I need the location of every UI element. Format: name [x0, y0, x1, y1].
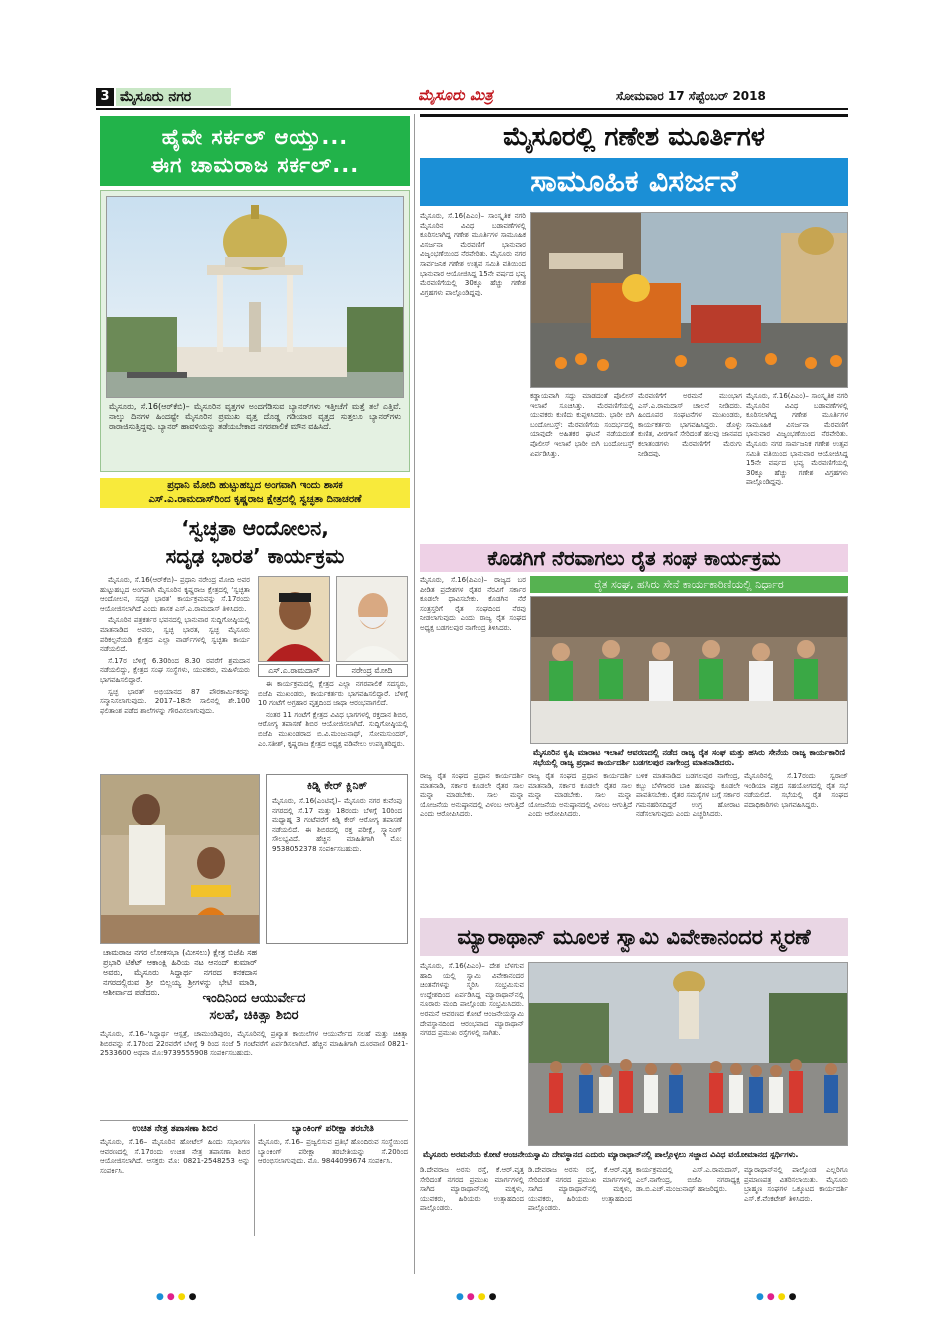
story2-headline-line1: ‘ಸ್ವಚ್ಛತಾ ಆಂದೋಲನ,	[181, 516, 329, 540]
story2-headline-line2: ಸದೃಢ ಭಾರತ’ ಕಾರ್ಯಕ್ರಮ	[165, 544, 345, 568]
divider	[100, 1120, 408, 1121]
story9-headline: ಮ್ಯಾರಾಥಾನ್ ಮೂಲಕ ಸ್ವಾಮಿ ವಿವೇಕಾನಂದರ ಸ್ಮರಣೆ	[420, 918, 848, 956]
story9-photo-caption: ಮೈಸೂರು ಅರಮನೆಯ ಕೋಟೆ ಆಂಜನೇಯಸ್ವಾಮಿ ದೇವಸ್ಥಾನದ ಎದುರು ಮ್ಯಾರಾಥಾನ್‌ನಲ್ಲಿ ಪಾಲ್ಗೊಳ್ಳಲು ಸಜ್ಜಾದ ವಿವಿಧ ವಯೋಮಾನದ ಸ್ಪರ್ಧಿಗಳು.	[420, 1148, 848, 1162]
story8-subhead: ರೈತ ಸಂಘ, ಹಸಿರು ಸೇನೆ ಕಾರ್ಯಕಾರಿಣಿಯಲ್ಲಿ ನಿರ್ಧಾರ	[530, 576, 848, 593]
banner-line2: ಎಸ್.ಎ.ರಾಮದಾಸ್‌ರಿಂದ ಕೃಷ್ಣರಾಜ ಕ್ಷೇತ್ರದಲ್ಲಿ ಸ್ವಚ್ಛತಾ ದಿನಾಚರಣೆ	[148, 494, 362, 505]
ramdas-portrait	[259, 577, 330, 662]
story7-body-col1: ಮೈಸೂರು, ಸೆ.16(ಪಿಎಂ)– ಸಾಂಸ್ಕೃತಿಕ ನಗರಿ ಮೈಸೂರಿನ ವಿವಿಧ ಬಡಾವಣೆಗಳಲ್ಲಿ ಕೂರಿಸಲಾಗಿದ್ದ ಗಣೇಶ ಮೂರ್ತಿಗಳ ಸಾಮೂಹಿಕ ವಿಸರ್ಜನಾ ಮೆರವಣಿಗೆ ಭಾನುವಾರ ವಿಜೃಂಭಣೆಯಿಂದ ನೆರವೇರಿತು. ಮೈಸೂರು ನಗರ ಸಾರ್ವಜನಿಕ ಗಣೇಶ ಉತ್ಸವ ಸಮಿತಿ ವತಿಯಿಂದ ಭಾನುವಾರ ಆಯೋಜಿಸಿದ್ದ 15ನೇ ವರ್ಷದ ಭವ್ಯ ಮೆರವಣಿಗೆಯಲ್ಲಿ 30ಕ್ಕೂ ಹೆಚ್ಚು ಗಣೇಶ ವಿಗ್ರಹಗಳು ಪಾಲ್ಗೊಂಡಿದ್ದವು.	[420, 212, 526, 297]
story2-para: ಮೈಸೂರು, ಸೆ.16(ಆರ್‌ಕೆಬಿ)– ಪ್ರಧಾನಿ ನರೇಂದ್ರ ಮೋದಿ ಅವರ ಹುಟ್ಟುಹಬ್ಬದ ಅಂಗವಾಗಿ ಮೈಸೂರಿನ ಕೃಷ್ಣರಾಜ ಕ್ಷೇತ್ರದಲ್ಲಿ ‘ಸ್ವಚ್ಛತಾ ಆಂದೋಲನ, ಸದೃಢ ಭಾರತ’ ಕಾರ್ಯಕ್ರಮವನ್ನು ಸೆ.17ರಂದು ಆಯೋಜಿಸಲಾಗಿದೆ ಎಂದು ಶಾಸಕ ಎಸ್.ಎ.ರಾಮದಾಸ್ ತಿಳಿಸಿದರು.	[100, 576, 250, 613]
story4-headline-line1: ಇಂದಿನಿಂದ ಆಯುರ್ವೇದ	[202, 991, 306, 1006]
story8-body-col1: ಮೈಸೂರು, ಸೆ.16(ಪಿಎಂ)– ರಾಜ್ಯದ ಬರ ಪೀಡಿತ ಪ್ರದೇಶಗಳ ರೈತರ ನೆರವಿಗೆ ಸರ್ಕಾರ ಕೂಡಲೇ ಧಾವಿಸಬೇಕು. ಕೊಡಗಿನ ನೆರೆ ಸಂತ್ರಸ್ತರಿಗೆ ರೈತ ಸಂಘದಿಂದ ನೆರವು ನೀಡಲಾಗುವುದು ಎಂದು ರಾಜ್ಯ ರೈತ ಸಂಘದ ಅಧ್ಯಕ್ಷ ಬಡಗಲಪುರ ನಾಗೇಂದ್ರ ತಿಳಿಸಿದರು.	[420, 576, 526, 632]
story3-photo-swamiji	[100, 774, 260, 944]
story7-body-col3: ಮೆರವಣಿಗೆಗೆ ಅರಮನೆ ಮುಂಭಾಗ ಎಸ್.ಎ.ರಾಮದಾಸ್ ಚಾಲನೆ ನೀಡಿದರು. ಹಿಂದೂಪರ ಸಂಘಟನೆಗಳ ಮುಖಂಡರು, ಕಾರ್ಯಕರ್ತರು ಭಾಗವಹಿಸಿದ್ದರು. ಡೊಳ್ಳು ಕುಣಿತ, ವೀರಗಾಸೆ ಸೇರಿದಂತೆ ಹಲವು ಜಾನಪದ ಕಲಾತಂಡಗಳು ಮೆರವಣಿಗೆಗೆ ಮೆರುಗು ನೀಡಿದವು.	[638, 392, 742, 458]
story7-photo-procession	[530, 212, 848, 388]
newspaper-page	[96, 86, 848, 1302]
page-number: 3	[96, 88, 114, 106]
section-title: ಮೈಸೂರು ನಗರ	[116, 88, 231, 106]
story8-headline: ಕೊಡಗಿಗೆ ನೆರವಾಗಲು ರೈತ ಸಂಘ ಕಾರ್ಯಕ್ರಮ	[420, 544, 848, 572]
story9-body-col2: ಡಿ.ದೇವರಾಜ ಅರಸು ರಸ್ತೆ, ಕೆ.ಆರ್.ವೃತ್ತ ಸೇರಿದಂತೆ ನಗರದ ಪ್ರಮುಖ ಮಾರ್ಗಗಳಲ್ಲಿ ಸಾಗಿದ ಮ್ಯಾರಾಥಾನ್‌ನಲ್ಲಿ ಮಕ್ಕಳು, ಯುವಕರು, ಹಿರಿಯರು ಉತ್ಸಾಹದಿಂದ ಪಾಲ್ಗೊಂಡರು.	[528, 1166, 632, 1213]
kidney-clinic-box	[266, 774, 408, 944]
story7-headline-line2: ಸಾಮೂಹಿಕ ವಿಸರ್ಜನೆ	[420, 158, 848, 206]
story9-photo-marathon	[528, 962, 848, 1146]
story4-body: ಮೈಸೂರು, ಸೆ.16–‘ಸಿದ್ಧಾರ್ಥ ಆಸ್ಪತ್ರೆ, ಚಾಮುಂಡಿಪುರಂ, ಮೈಸೂರಿನಲ್ಲಿ ಪ್ರಖ್ಯಾತ ಕಾಯಿಲೆಗಳ ಆಯುರ್ವೇದ ಸಲಹೆ ಮತ್ತು ಚಿಕಿತ್ಸಾ ಶಿಬಿರವನ್ನು ಸೆ.17ರಿಂದ 22ರವರೆಗೆ ಬೆಳಿಗ್ಗೆ 9 ರಿಂದ ಸಂಜೆ 5 ಗಂಟೆವರೆಗೆ ಏರ್ಪಡಿಸಲಾಗಿದೆ. ಹೆಚ್ಚಿನ ಮಾಹಿತಿಗಾಗಿ ದೂರವಾಣಿ 0821-2533600 ಅಥವಾ ಮೊ:9739555908 ಸಂಪರ್ಕಿಸಬಹುದು.	[100, 1030, 408, 1058]
story2-para: ಸೆ.17ರ ಬೆಳಿಗ್ಗೆ 6.30ರಿಂದ 8.30 ರವರೆಗೆ ಶ್ರಮದಾನ ನಡೆಯಲಿದ್ದು, ಕ್ಷೇತ್ರದ ಸಂಘ ಸಂಸ್ಥೆಗಳು, ಯುವಕರು, ಮಹಿಳೆಯರು ಭಾಗವಹಿಸಲಿದ್ದಾರೆ.	[100, 656, 250, 684]
story2-para: ಸ್ವಚ್ಛ ಭಾರತ್ ಅಭಿಯಾನದ 87 ಪೌರಕಾರ್ಮಿಕರನ್ನು ಸನ್ಮಾನಿಸಲಾಗುವುದು. 2017–18ನೇ ಸಾಲಿನಲ್ಲಿ ಶೇ.100 ಫಲಿತಾಂಶ ಪಡೆದ ಶಾಲೆಗಳನ್ನು ಗೌರವಿಸಲಾಗುವುದು.	[100, 687, 250, 715]
registration-marks-left: ●●●●	[156, 1292, 200, 1302]
registration-marks-right: ●●●●	[756, 1292, 800, 1302]
story8-body-col4: ಮೈಸೂರಿನಲ್ಲಿ ಸೆ.17ರಂದು ಸ್ವರಾಜ್ ಇಂಡಿಯಾ ಪಕ್ಷದ ಸಹಯೋಗದಲ್ಲಿ ರೈತ ಸಭೆ ನಡೆಯಲಿದೆ. ಸಭೆಯಲ್ಲಿ ರೈತ ಸಂಘದ ಪದಾಧಿಕಾರಿಗಳು ಭಾಗವಹಿಸಿದ್ದರು.	[744, 772, 848, 809]
story2-headline	[100, 514, 410, 572]
story4-headline	[100, 990, 408, 1024]
kidney-clinic-title: ಕಿಡ್ನಿ ಕೇರ್ ಕ್ಲಿನಿಕ್	[306, 779, 368, 792]
story4-headline-line2: ಸಲಹೆ, ಚಿಕಿತ್ಸಾ ಶಿಬಿರ	[209, 1008, 299, 1023]
story1-headline-line1: ಹೈವೇ ಸರ್ಕಲ್ ಆಯ್ತು...	[161, 125, 349, 149]
story8-body-col2: ರಾಜ್ಯ ರೈತ ಸಂಘದ ಪ್ರಧಾನ ಕಾರ್ಯದರ್ಶಿ ಮಾತನಾಡಿ, ಸರ್ಕಾರ ಕೂಡಲೇ ರೈತರ ಸಾಲ ಮನ್ನಾ ಮಾಡಬೇಕು. ಸಾಲ ಮನ್ನಾ ಯೋಜನೆಯ ಅನುಷ್ಠಾನದಲ್ಲಿ ವಿಳಂಬ ಆಗುತ್ತಿದೆ ಎಂದು ಆರೋಪಿಸಿದರು.	[528, 772, 632, 819]
story2-para: ಮೈಸೂರಿನ ಪತ್ರಕರ್ತರ ಭವನದಲ್ಲಿ ಭಾನುವಾರ ಸುದ್ದಿಗೋಷ್ಠಿಯಲ್ಲಿ ಮಾತನಾಡಿದ ಅವರು, ಸ್ವಚ್ಛ ಭಾರತ, ಸ್ವಚ್ಛ ಮೈಸೂರು ಪರಿಕಲ್ಪನೆಯಡಿ ಕ್ಷೇತ್ರದ ಎಲ್ಲಾ ವಾರ್ಡ್‌ಗಳಲ್ಲಿ ಸ್ವಚ್ಛತಾ ಕಾರ್ಯ ನಡೆಯಲಿದೆ.	[100, 616, 250, 654]
swamiji-meeting-illustration	[101, 775, 260, 944]
header-rule	[96, 108, 848, 110]
marathon-crowd-illustration	[529, 963, 848, 1146]
modi-portrait	[337, 577, 408, 662]
story2-body-col1	[100, 576, 250, 766]
story5-title: ಉಚಿತ ನೇತ್ರ ತಪಾಸಣಾ ಶಿಬಿರ	[132, 1124, 218, 1134]
divider	[254, 1124, 255, 1236]
story6-body: ಮೈಸೂರು, ಸೆ.16– ಪ್ರಜ್ವಲಿಸುವ ಪ್ರತಿಭೆ ಹೊಂದಿರುವ ಸಂಸ್ಥೆಯಿಂದ ಬ್ಯಾಂಕಿಂಗ್ ಪರೀಕ್ಷಾ ತರಬೇತಿಯನ್ನು ಸೆ.20ರಿಂದ ಆರಂಭಿಸಲಾಗುವುದು. ಮೊ. 9844099674 ಸಂಪರ್ಕಿಸಿ.	[258, 1138, 408, 1166]
clock-tower-illustration	[107, 197, 404, 398]
story2-para: ಈ ಕಾರ್ಯಕ್ರಮದಲ್ಲಿ ಕ್ಷೇತ್ರದ ಎಲ್ಲಾ ನಗರಪಾಲಿಕೆ ಸದಸ್ಯರು, ಬಿಜೆಪಿ ಮುಖಂಡರು, ಕಾರ್ಯಕರ್ತರು ಭಾಗವಹಿಸಲಿದ್ದಾರೆ. ಬೆಳಿಗ್ಗೆ 10 ಗಂಟೆಗೆ ಅಗ್ರಹಾರ ವೃತ್ತದಿಂದ ಜಾಥಾ ಆರಂಭವಾಗಲಿದೆ.	[258, 680, 408, 708]
dateline: ಸೋಮವಾರ 17 ಸೆಪ್ಟೆಂಬರ್ 2018	[616, 89, 766, 103]
story3-caption: ಚಾಮರಾಜ ನಗರ ಲೋಕಸಭಾ (ಮೀಸಲು) ಕ್ಷೇತ್ರ ಬಿಜೆಪಿ ಸಹ ಪ್ರಭಾರಿ ಟಿಕೆಟ್ ಆಕಾಂಕ್ಷಿ ಹಿರಿಯ ನಟ ಆನಂದ್ ಕುಮಾರ್ ಅವರು, ಮೈಸೂರು ಸಿದ್ದಾರ್ಥ ನಗರದ ಕನಕದಾಸ ನಗರದಲ್ಲಿರುವ ಶ್ರೀ ಬಿಲ್ಲಯ್ಯ ಶ್ರೀಗಳನ್ನು ಭೇಟಿ ಮಾಡಿ, ಆಶೀರ್ವಾದ ಪಡೆದರು.	[100, 946, 260, 986]
modi-birthday-banner	[100, 478, 410, 508]
ramdas-photo	[258, 576, 330, 662]
story8-photo-meeting	[530, 596, 848, 744]
story1-caption: ಮೈಸೂರು, ಸೆ.16(ಆರ್‌ಕೆಬಿ)– ಮೈಸೂರಿನ ವೃತ್ತಗಳ ಅಂದಗೆಡಿಸುವ ಬ್ಯಾನರ್‌ಗಳು ಇತ್ತೀಚೆಗೆ ಮತ್ತೆ ತಲೆ ಎತ್ತಿವೆ. ನಾಲ್ಕು ದಿನಗಳ ಹಿಂದಷ್ಟೇ ಮೈಸೂರಿನ ಪ್ರಮುಖ ವೃತ್ತ ದೊಡ್ಡ ಗಡಿಯಾರ ವೃತ್ತದ ಸುತ್ತಲೂ ಬ್ಯಾನರ್‌ಗಳು ರಾರಾಜಿಸುತ್ತಿದ್ದವು. ಬ್ಯಾನರ್ ಹಾವಳಿಯನ್ನು ತಡೆಯಬೇಕಾದ ನಗರಪಾಲಿಕೆ ಮೌನ ವಹಿಸಿದೆ.	[106, 400, 404, 468]
banner-line1: ಪ್ರಧಾನಿ ಮೋದಿ ಹುಟ್ಟುಹಬ್ಬದ ಅಂಗವಾಗಿ ಇಂದು ಶಾಸಕ	[167, 480, 343, 491]
story6-title: ಬ್ಯಾಂಕಿಂಗ್ ಪರೀಕ್ಷಾ ತರಬೇತಿ	[292, 1124, 374, 1134]
story5-body: ಮೈಸೂರು, ಸೆ.16– ಮೈಸೂರಿನ ಹೋಟೆಲ್ ಹಿಂದು ಸಭಾಂಗಣ ಆವರಣದಲ್ಲಿ ಸೆ.17ರಂದು ಉಚಿತ ನೇತ್ರ ತಪಾಸಣಾ ಶಿಬಿರ ಆಯೋಜಿಸಲಾಗಿದೆ. ಆಸಕ್ತರು ಮೊ: 0821-2548253 ಅನ್ನು ಸಂಪರ್ಕಿಸಿ.	[100, 1138, 250, 1175]
story9-body-col1b: ಡಿ.ದೇವರಾಜ ಅರಸು ರಸ್ತೆ, ಕೆ.ಆರ್.ವೃತ್ತ ಸೇರಿದಂತೆ ನಗರದ ಪ್ರಮುಖ ಮಾರ್ಗಗಳಲ್ಲಿ ಸಾಗಿದ ಮ್ಯಾರಾಥಾನ್‌ನಲ್ಲಿ ಮಕ್ಕಳು, ಯುವಕರು, ಹಿರಿಯರು ಉತ್ಸಾಹದಿಂದ ಪಾಲ್ಗೊಂಡರು.	[420, 1166, 524, 1213]
modi-photo	[336, 576, 408, 662]
modi-name: ನರೇಂದ್ರ ಮೋದಿ	[336, 664, 408, 677]
ganesha-procession-illustration	[531, 213, 848, 388]
story8-photo-caption: ಮೈಸೂರಿನ ಕೃಷಿ ಮಾರಾಟ ಇಲಾಖೆ ಆವರಣದಲ್ಲಿ ನಡೆದ ರಾಜ್ಯ ರೈತ ಸಂಘ ಮತ್ತು ಹಸಿರು ಸೇನೆಯ ರಾಜ್ಯ ಕಾರ್ಯಕಾರಿಣಿ ಸಭೆಯಲ್ಲಿ ರಾಜ್ಯ ಪ್ರಧಾನ ಕಾರ್ಯದರ್ಶಿ ಬಡಗಲಪುರ ನಾಗೇಂದ್ರ ಮಾತನಾಡಿದರು.	[530, 746, 848, 770]
registration-marks-center: ●●●●	[456, 1292, 500, 1302]
story1-headline	[100, 116, 410, 186]
story1-headline-line2: ಈಗ ಚಾಮರಾಜ ಸರ್ಕಲ್...	[150, 153, 360, 177]
story2-body-col2	[258, 680, 408, 768]
story2-para: ನಂತರ 11 ಗಂಟೆಗೆ ಕ್ಷೇತ್ರದ ವಿವಿಧ ಭಾಗಗಳಲ್ಲಿ ರಕ್ತದಾನ ಶಿಬಿರ, ಆರೋಗ್ಯ ತಪಾಸಣೆ ಶಿಬಿರ ಆಯೋಜಿಸಲಾಗಿದೆ. ಸುದ್ದಿಗೋಷ್ಠಿಯಲ್ಲಿ ಬಿಜೆಪಿ ಮುಖಂಡರಾದ ಬಿ.ವಿ.ಮಂಜುನಾಥ್, ಸೋಮಸುಂದರ್, ಎಂ.ಸತೀಶ್, ಕೃಷ್ಣರಾಜ ಕ್ಷೇತ್ರದ ಅಧ್ಯಕ್ಷ ವಡಿವೇಲು ಉಪಸ್ಥಿತರಿದ್ದರು.	[258, 710, 408, 748]
story7-body-col2: ಕಡ್ಡಾಯವಾಗಿ ಸದ್ದು ಮಾಡದಂತೆ ಪೊಲೀಸ್ ಇಲಾಖೆ ಸೂಚಿಸಿತ್ತು. ಮೆರವಣಿಗೆಯಲ್ಲಿ ಯುವಕರು ಕುಣಿದು ಕುಪ್ಪಳಿಸಿದರು. ಭಾರೀ ಬಿಗಿ ಬಂದೋಬಸ್ತ್: ಮೆರವಣಿಗೆಯ ಸಂದರ್ಭದಲ್ಲಿ ಯಾವುದೇ ಅಹಿತಕರ ಘಟನೆ ನಡೆಯದಂತೆ ಪೊಲೀಸ್ ಇಲಾಖೆ ಭಾರೀ ಬಿಗಿ ಬಂದೋಬಸ್ತ್ ಏರ್ಪಡಿಸಿತ್ತು.	[530, 392, 634, 458]
farmers-meeting-illustration	[531, 597, 848, 744]
story8-body-col1b: ರಾಜ್ಯ ರೈತ ಸಂಘದ ಪ್ರಧಾನ ಕಾರ್ಯದರ್ಶಿ ಮಾತನಾಡಿ, ಸರ್ಕಾರ ಕೂಡಲೇ ರೈತರ ಸಾಲ ಮನ್ನಾ ಮಾಡಬೇಕು. ಸಾಲ ಮನ್ನಾ ಯೋಜನೆಯ ಅನುಷ್ಠಾನದಲ್ಲಿ ವಿಳಂಬ ಆಗುತ್ತಿದೆ ಎಂದು ಆರೋಪಿಸಿದರು.	[420, 772, 524, 819]
story9-body-col3: ಕಾರ್ಯಕ್ರಮದಲ್ಲಿ ಎಸ್.ಎ.ರಾಮದಾಸ್, ಎಲ್.ನಾಗೇಂದ್ರ, ಬಿಜೆಪಿ ನಗರಾಧ್ಯಕ್ಷ ಡಾ.ಬಿ.ಎಚ್.ಮಂಜುನಾಥ್ ಹಾಜರಿದ್ದರು.	[636, 1166, 740, 1194]
story9-body-col4: ಮ್ಯಾರಾಥಾನ್‌ನಲ್ಲಿ ಪಾಲ್ಗೊಂಡ ಎಲ್ಲರಿಗೂ ಪ್ರಮಾಣಪತ್ರ ವಿತರಿಸಲಾಯಿತು. ಮೈಸೂರು ಬ್ರಾಹ್ಮಣ ಸಂಘಗಳ ಒಕ್ಕೂಟದ ಕಾರ್ಯದರ್ಶಿ ಎಸ್.ಕೆ.ವೆಂಕಟೇಶ್ ತಿಳಿಸಿದರು.	[744, 1166, 848, 1203]
story1-photo-clock-tower	[106, 196, 404, 398]
story7-body-col4: ಮೈಸೂರು, ಸೆ.16(ಪಿಎಂ)– ಸಾಂಸ್ಕೃತಿಕ ನಗರಿ ಮೈಸೂರಿನ ವಿವಿಧ ಬಡಾವಣೆಗಳಲ್ಲಿ ಕೂರಿಸಲಾಗಿದ್ದ ಗಣೇಶ ಮೂರ್ತಿಗಳ ಸಾಮೂಹಿಕ ವಿಸರ್ಜನಾ ಮೆರವಣಿಗೆ ಭಾನುವಾರ ವಿಜೃಂಭಣೆಯಿಂದ ನೆರವೇರಿತು. ಮೈಸೂರು ನಗರ ಸಾರ್ವಜನಿಕ ಗಣೇಶ ಉತ್ಸವ ಸಮಿತಿ ವತಿಯಿಂದ ಭಾನುವಾರ ಆಯೋಜಿಸಿದ್ದ 15ನೇ ವರ್ಷದ ಭವ್ಯ ಮೆರವಣಿಗೆಯಲ್ಲಿ 30ಕ್ಕೂ ಹೆಚ್ಚು ಗಣೇಶ ವಿಗ್ರಹಗಳು ಪಾಲ್ಗೊಂಡಿದ್ದವು.	[746, 392, 848, 487]
kidney-clinic-body: ಮೈಸೂರು, ಸೆ.16(ಎಂಟಿವೈ)– ಮೈಸೂರು ನಗರ ಕುವೆಂಪು ನಗರದಲ್ಲಿ ಸೆ.17 ಮತ್ತು 18ರಂದು ಬೆಳಿಗ್ಗೆ 10ರಿಂದ ಮಧ್ಯಾಹ್ನ 3 ಗಂಟೆವರೆಗೆ ಕಿಡ್ನಿ ಕೇರ್ ಆರೋಗ್ಯ ತಪಾಸಣೆ ನಡೆಯಲಿದೆ. ಈ ಶಿಬಿರದಲ್ಲಿ ರಕ್ತ ಪರೀಕ್ಷೆ, ಸ್ಕ್ಯಾನಿಂಗ್ ಸೌಲಭ್ಯವಿದೆ. ಹೆಚ್ಚಿನ ಮಾಹಿತಿಗಾಗಿ ಮೊ: 9538052378 ಸಂಪರ್ಕಿಸಬಹುದು.	[272, 797, 402, 853]
ramdas-name: ಎಸ್.ಎ.ರಾಮದಾಸ್	[258, 664, 330, 677]
story7-headline-line1: ಮೈಸೂರಲ್ಲಿ ಗಣೇಶ ಮೂರ್ತಿಗಳ	[420, 114, 848, 154]
masthead-logo: ಮೈಸೂರು ಮಿತ್ರ	[418, 86, 493, 104]
column-divider	[414, 114, 415, 1274]
story8-body-col3: ಬಳಿಕ ಮಾತನಾಡಿದ ಬಡಗಲಪುರ ನಾಗೇಂದ್ರ, ಕಬ್ಬು ಬೆಳೆಗಾರರ ಬಾಕಿ ಹಣವನ್ನು ಕೂಡಲೇ ಪಾವತಿಸಬೇಕು. ರೈತರ ಸಮಸ್ಯೆಗಳ ಬಗ್ಗೆ ಸರ್ಕಾರ ಗಮನಹರಿಸದಿದ್ದರೆ ಉಗ್ರ ಹೋರಾಟ ನಡೆಸಲಾಗುವುದು ಎಂದು ಎಚ್ಚರಿಸಿದರು.	[636, 772, 740, 819]
story9-body-col1: ಮೈಸೂರು, ಸೆ.16(ಪಿಎಂ)– ದೇಶ ಬೆಳಗುವ ಹಾದಿ ಯಲ್ಲಿ ಸ್ವಾಮಿ ವಿವೇಕಾನಂದರ ಚಿಂತನೆಗಳನ್ನು ಸ್ಮರಿಸಿ ಸಂಭ್ರಮಿಸುವ ಉದ್ದೇಶದಿಂದ ಏರ್ಪಡಿಸಿದ್ದ ಮ್ಯಾರಾಥಾನ್‌ನಲ್ಲಿ ನೂರಾರು ಮಂದಿ ಪಾಲ್ಗೊಂಡು ಸಂಭ್ರಮಿಸಿದರು. ಅರಮನೆ ಆವರಣದ ಕೋಟೆ ಆಂಜನೇಯಸ್ವಾಮಿ ದೇವಸ್ಥಾನದಿಂದ ಆರಂಭವಾದ ಮ್ಯಾರಾಥಾನ್ ನಗರದ ಪ್ರಮುಖ ರಸ್ತೆಗಳಲ್ಲಿ ಸಾಗಿತು.	[420, 962, 524, 1038]
